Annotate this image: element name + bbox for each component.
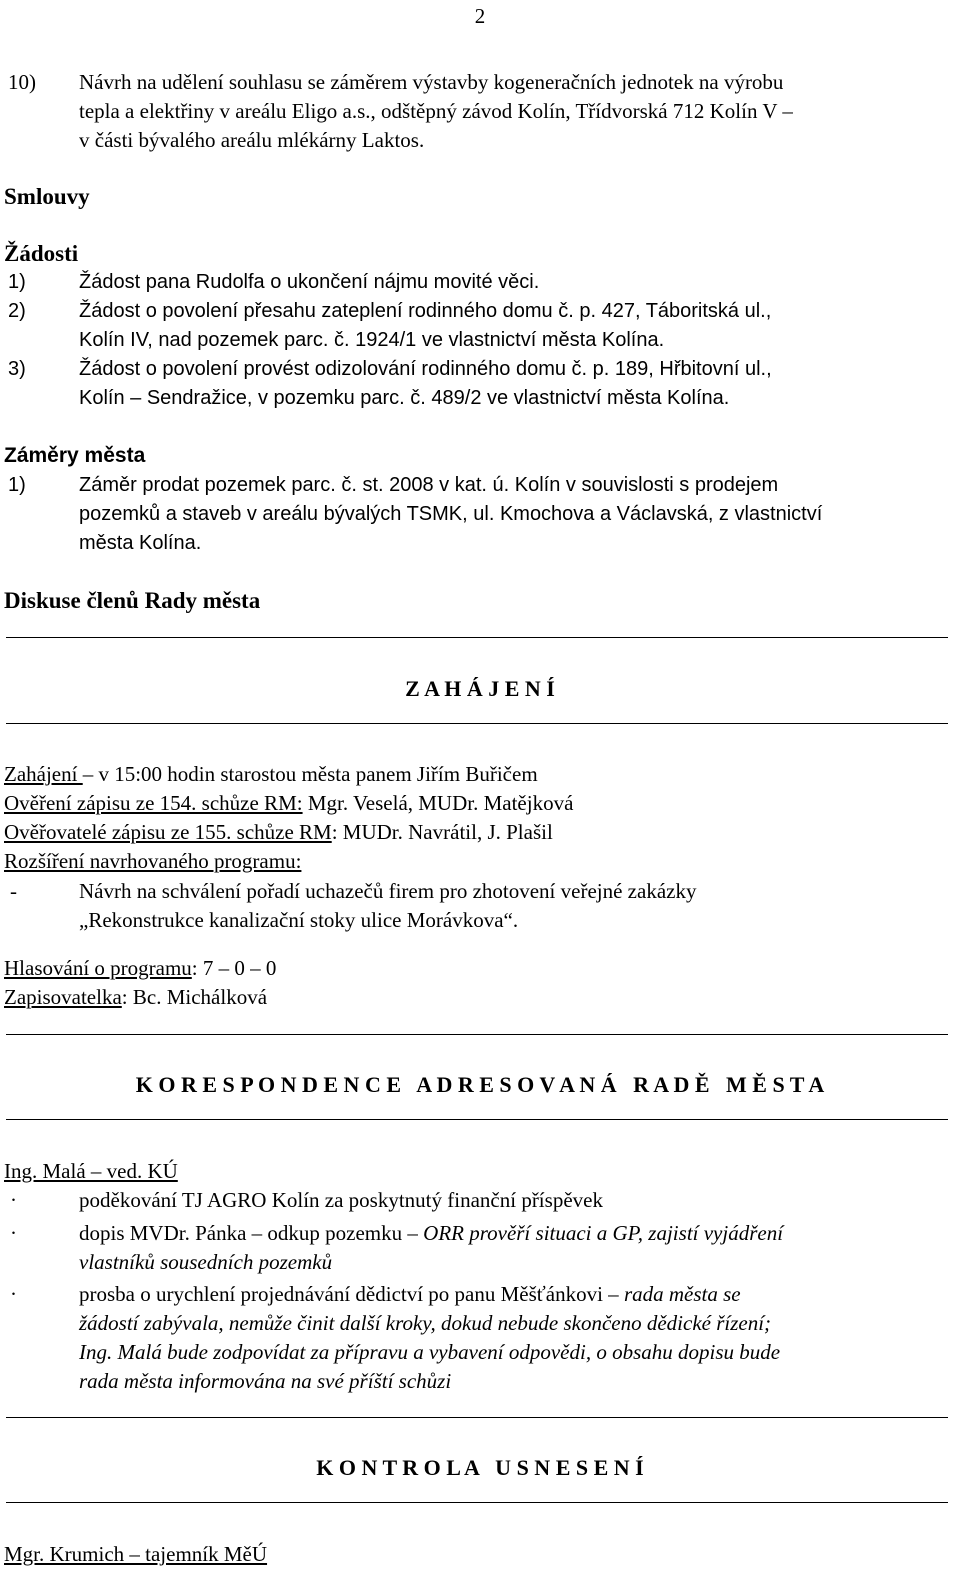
point-10-number: 10) (8, 70, 36, 94)
hlasovani-label: Hlasování o programu (4, 956, 192, 980)
zadost-item-3-text-1: Žádost o povolení provést odizolování rodinného domu č. p. 189, Hřbitovní ul., (79, 358, 772, 380)
page-number: 2 (474, 4, 486, 28)
korespondence-item-3-plain: prosba o urychlení projednávání dědictví po panu Měšťánkovi – (79, 1282, 624, 1306)
zamer-item-1-text-3: města Kolína. (79, 532, 202, 554)
korespondence-item-3-italic-4: rada města informována na své příští schůzi (79, 1369, 452, 1393)
overovatele-line (4, 818, 553, 847)
bullet-dot: · (10, 1282, 17, 1306)
zamer-item-1-text-1: Záměr prodat pozemek parc. č. st. 2008 v kat. ú. Kolín v souvislosti s prodejem (79, 474, 779, 496)
zadost-item-3 (8, 355, 956, 384)
kontrola-from: Mgr. Krumich – tajemník MěÚ (4, 1542, 268, 1566)
overeni-line (4, 789, 573, 818)
zadost-item-1-text: Žádost pana Rudolfa o ukončení nájmu movité věci. (79, 271, 540, 293)
overeni-label: Ověření zápisu ze 154. schůze RM: (4, 791, 303, 815)
korespondence-item-1-text: poděkování TJ AGRO Kolín za poskytnutý finanční příspěvek (79, 1188, 603, 1212)
zamer-item-1-text-2: pozemků a staveb v areálu bývalých TSMK, ul. Kmochova a Václavská, z vlastnictví (79, 503, 823, 525)
heading-diskuse: Diskuse členů Rady města (4, 588, 261, 613)
divider (6, 1034, 948, 1035)
zamer-item-1 (8, 471, 956, 500)
point-10-text-1: Návrh na udělení souhlasu se záměrem výstavby kogeneračních jednotek na výrobu (79, 70, 784, 94)
section-title-zahajeni: Z A H Á J E N Í (405, 676, 555, 701)
zapisovatelka-label: Zapisovatelka (4, 985, 122, 1009)
zahajeni-label: Zahájení (4, 762, 83, 786)
zahajeni-text: – v 15:00 hodin starostou města panem Jiřím Buřičem (82, 762, 538, 786)
zadost-item-1 (8, 268, 956, 297)
zadost-item-2-number: 2) (8, 300, 26, 322)
divider (6, 723, 948, 724)
heading-zamery: Záměry města (4, 444, 146, 467)
zadost-item-3-number: 3) (8, 358, 26, 380)
korespondence-item-3-italic-3: Ing. Malá bude zodpovídat za přípravu a vybavení odpovědi, o obsahu dopisu bude (79, 1340, 781, 1364)
heading-zadosti: Žádosti (4, 241, 79, 266)
zadost-item-2-text-2: Kolín IV, nad pozemek parc. č. 1924/1 ve vlastnictví města Kolína. (79, 329, 665, 351)
korespondence-item-3-text-1 (79, 1280, 956, 1309)
zadost-item-2-text-1: Žádost o povolení přesahu zateplení rodinného domu č. p. 427, Táboritská ul., (79, 300, 772, 322)
overeni-text: Mgr. Veselá, MUDr. Matějková (302, 791, 574, 815)
korespondence-item-3-italic-1: rada města se (623, 1282, 741, 1306)
rozsireni-label: Rozšíření navrhovaného programu: (4, 849, 302, 873)
divider (6, 637, 948, 638)
point-10-line-3: v části bývalého areálu mlékárny Laktos. (79, 128, 425, 152)
heading-smlouvy: Smlouvy (4, 184, 90, 209)
zadost-item-2 (8, 297, 956, 326)
bullet-dot: · (10, 1188, 17, 1212)
program-item-text-2: „Rekonstrukce kanalizační stoky ulice Morávkova“. (79, 908, 519, 932)
hlasovani-line (4, 954, 276, 983)
divider (6, 1417, 948, 1418)
korespondence-item-2-italic-1: ORR prověří situaci a GP, zajistí vyjádření (423, 1221, 784, 1245)
korespondence-item-2-plain: dopis MVDr. Pánka – odkup pozemku – (79, 1221, 424, 1245)
zahajeni-line (4, 760, 538, 789)
bullet-dot: · (10, 1221, 17, 1245)
korespondence-item-2-italic-2: vlastníků sousedních pozemků (79, 1250, 333, 1274)
zapisovatelka-text: : Bc. Michálková (121, 985, 268, 1009)
section-title-kontrola: K O N T R O L A U S N E S E N Í (316, 1455, 644, 1480)
zadost-item-3-text-2: Kolín – Sendražice, v pozemku parc. č. 489/2 ve vlastnictví města Kolína. (79, 387, 730, 409)
korespondence-item-2-text-1 (79, 1219, 956, 1248)
point-10-line-1 (8, 68, 956, 97)
divider (6, 1119, 948, 1120)
hlasovani-text: : 7 – 0 – 0 (191, 956, 277, 980)
divider (6, 1502, 948, 1503)
korespondence-item-3-italic-2: žádostí zabývala, nemůže činit další kroky, dokud nebude skončeno dědické řízení; (79, 1311, 772, 1335)
point-10-line-2: tepla a elektřiny v areálu Eligo a.s., odštěpný závod Kolín, Třídvorská 712 Kolín V – (79, 99, 793, 123)
section-title-korespondence: K O R E S P O N D E N C E A D R E S O V A N Á R A D Ě M Ě S T A (135, 1072, 825, 1097)
zamer-item-1-number: 1) (8, 474, 26, 496)
zapisovatelka-line (4, 983, 267, 1012)
zadost-item-1-number: 1) (8, 271, 26, 293)
overovatele-label: Ověřovatelé zápisu ze 155. schůze RM (4, 820, 332, 844)
overovatele-text: : MUDr. Navrátil, J. Plašil (331, 820, 553, 844)
dash: - (10, 879, 17, 903)
korespondence-from: Ing. Malá – ved. KÚ (4, 1159, 178, 1183)
program-item-text-1: Návrh na schválení pořadí uchazečů firem pro zhotovení veřejné zakázky (79, 879, 697, 903)
